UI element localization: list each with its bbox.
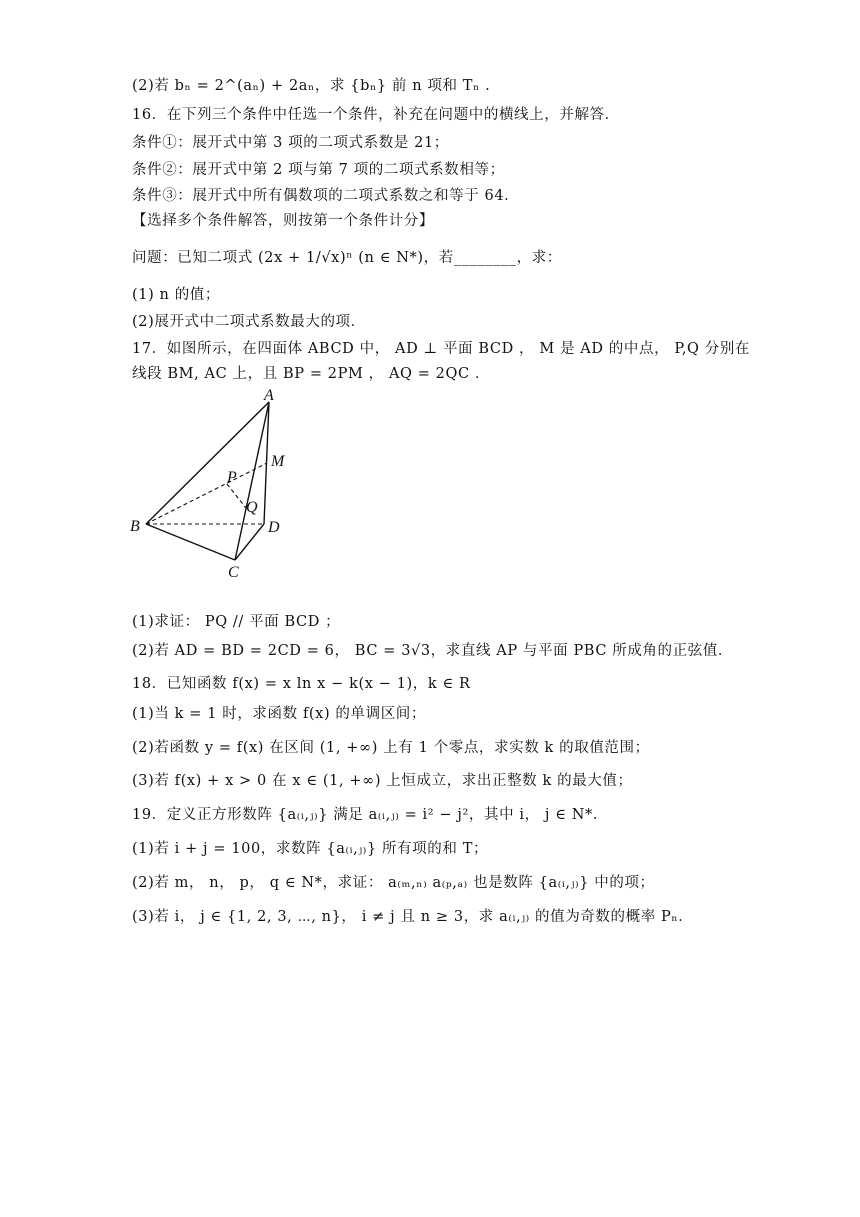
edge-ac: [235, 402, 269, 560]
label-b: B: [130, 518, 140, 535]
tetrahedron-figure: [128, 386, 298, 582]
q16-stem: 16．在下列三个条件中任选一个条件，补充在问题中的横线上，并解答．: [132, 107, 620, 123]
q16-condition-2: 条件②：展开式中第 2 项与第 7 项的二项式系数相等；: [132, 162, 505, 178]
label-m: M: [271, 453, 285, 470]
label-c: C: [228, 564, 239, 581]
q19-part3: (3)若 i， j ∈ {1, 2, 3, ⋯, n}， i ≠ j 且 n ≥ 3，求 a₍ᵢ,ⱼ₎ 的值为奇数的概率 Pₙ．: [132, 909, 694, 925]
q16-condition-3: 条件③：展开式中所有偶数项的二项式系数之和等于 64．: [132, 188, 520, 204]
q16-part2: (2)展开式中二项式系数最大的项．: [132, 314, 366, 330]
label-q: Q: [246, 499, 258, 516]
q18-stem: 18．已知函数 f(x) = x ln x − k(x − 1)，k ∈ R: [132, 676, 471, 692]
q17-stem-line1: 17．如图所示，在四面体 ABCD 中， AD ⊥ 平面 BCD ， M 是 AD 的中点， P,Q 分别在: [132, 341, 751, 357]
label-d: D: [268, 519, 280, 536]
segment-pq: [227, 484, 246, 508]
q17-stem-line2: 线段 BM, AC 上，且 BP = 2PM ， AQ = 2QC ．: [132, 366, 490, 382]
q16-condition-1: 条件①：展开式中第 3 项的二项式系数是 21；: [132, 135, 449, 151]
edge-bc: [146, 524, 235, 560]
q16-part1: (1) n 的值；: [132, 287, 220, 303]
label-p: P: [227, 469, 237, 486]
q16-scoring-note: 【选择多个条件解答，则按第一个条件计分】: [132, 213, 434, 229]
q19-stem: 19．定义正方形数阵 {a₍ᵢ,ⱼ₎} 满足 a₍ᵢ,ⱼ₎ = i² − j²，其中 i， j ∈ N*．: [132, 807, 609, 823]
q19-part2: (2)若 m， n， p， q ∈ N*，求证： a₍ₘ,ₙ₎ a₍ₚ,ₐ₎ 也是数阵 {a₍ᵢ,ⱼ₎} 中的项；: [132, 875, 655, 891]
q15-part2: (2)若 bₙ = 2^(aₙ) + 2aₙ，求 {bₙ} 前 n 项和 Tₙ .: [132, 78, 491, 94]
label-a: A: [264, 387, 274, 404]
q18-part3: (3)若 f(x) + x > 0 在 x ∈ (1, +∞) 上恒成立，求出正整数 k 的最大值；: [132, 773, 633, 789]
q18-part2: (2)若函数 y = f(x) 在区间 (1, +∞) 上有 1 个零点，求实数 k 的取值范围；: [132, 740, 650, 756]
q17-part1: (1)求证： PQ // 平面 BCD ；: [132, 614, 341, 630]
q16-problem: 问题：已知二项式 (2x + 1/√x)ⁿ (n ∈ N*)，若________，求：: [132, 250, 562, 266]
q18-part1: (1)当 k = 1 时，求函数 f(x) 的单调区间；: [132, 706, 427, 722]
q17-part2: (2)若 AD = BD = 2CD = 6， BC = 3√3，求直线 AP 与平面 PBC 所成角的正弦值．: [132, 643, 734, 659]
q19-part1: (1)若 i + j = 100，求数阵 {a₍ᵢ,ⱼ₎} 所有项的和 T；: [132, 841, 489, 857]
